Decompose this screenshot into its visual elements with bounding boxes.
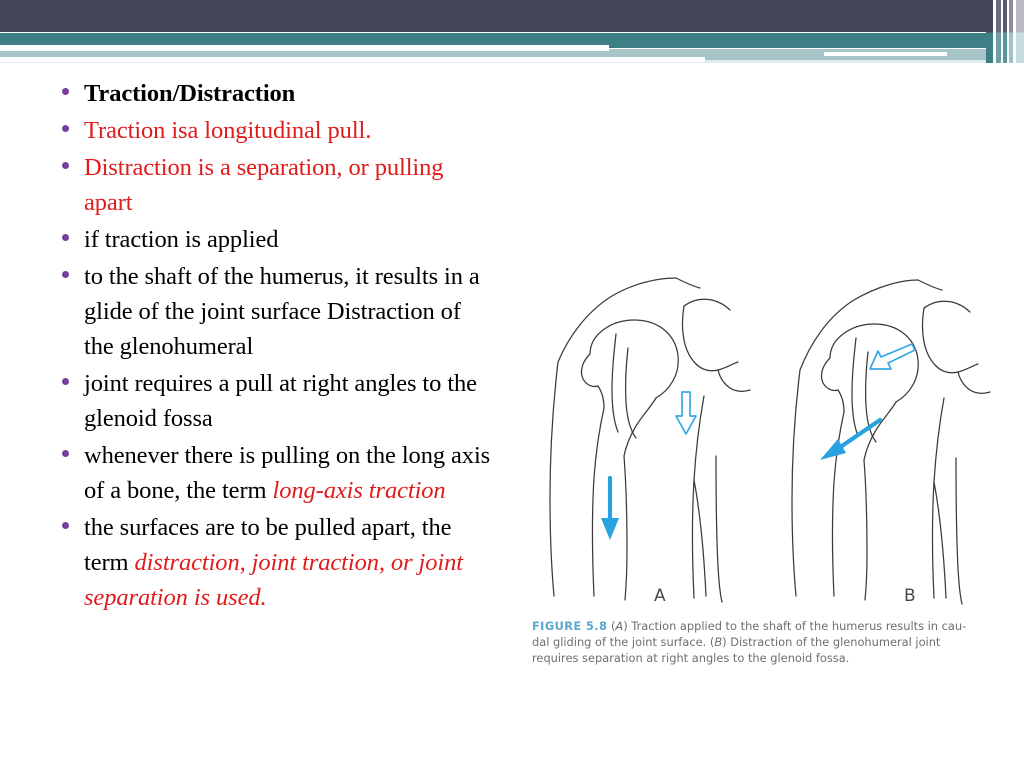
- panel-a-drawing: [550, 278, 750, 602]
- panel-a-label: A: [654, 586, 666, 606]
- bullet-text-distraction-definition: [84, 150, 492, 220]
- panel-b-outline-arrow: [870, 344, 915, 369]
- text-run: if traction is applied: [84, 226, 279, 253]
- banner-vertical-stripes: [986, 0, 1024, 63]
- bullet-text-shaft-of-humerus: [84, 259, 492, 364]
- text-run: the surfaces are to be pulled apart, the term: [84, 514, 452, 576]
- bullet-item-distraction-definition: [62, 150, 492, 220]
- banner-notch-right-accent: [824, 52, 947, 56]
- bullet-dot-icon: [62, 438, 84, 457]
- bullet-dot-icon: [62, 113, 84, 132]
- bullet-item-traction-definition: [62, 113, 492, 148]
- figure-caption-number: FIGURE 5.8: [532, 619, 608, 633]
- bullet-dot-icon: [62, 76, 84, 95]
- bullet-item-right-angles: [62, 366, 492, 436]
- panel-b-drawing: [792, 280, 990, 604]
- caption-segment: B: [714, 635, 723, 650]
- caption-segment: A: [615, 619, 624, 633]
- text-run: distraction, joint traction, or joint separation is used.: [84, 549, 463, 611]
- figure-caption: [532, 618, 972, 667]
- bullet-item-distraction-terms: [62, 510, 492, 615]
- bullet-item-heading: [62, 76, 492, 111]
- bullet-dot-icon: [62, 222, 84, 241]
- banner-band-dark: [0, 0, 1024, 32]
- bullet-dot-icon: [62, 150, 84, 169]
- bullet-text-right-angles: [84, 366, 492, 436]
- caption-segment: ) Distraction of the glenohumeral joint requires separation at right angles to the glenoid fossa.: [532, 635, 941, 666]
- banner-notch-baseline: [0, 63, 1024, 72]
- text-run: whenever there is pulling on the long axis of a bone, the term: [84, 442, 491, 504]
- decorative-header-banner: [0, 0, 1024, 72]
- bullet-text-if-traction-applied: [84, 222, 492, 257]
- banner-notch-upper-left: [0, 45, 609, 51]
- bullet-text-long-axis-traction: [84, 438, 492, 508]
- text-run: Traction isa longitudinal pull.: [84, 117, 372, 144]
- bullet-item-shaft-of-humerus: [62, 259, 492, 364]
- bullet-item-if-traction-applied: [62, 222, 492, 257]
- text-run: Distraction is a separation, or pulling apart: [84, 154, 444, 216]
- panel-a-solid-arrow: [601, 478, 619, 540]
- text-run: long-axis traction: [272, 477, 446, 504]
- caption-segment: ) Traction applied to the shaft of the humerus results in cau-dal gliding of the joint surface. (: [532, 619, 967, 650]
- bullet-item-long-axis-traction: [62, 438, 492, 508]
- bullet-dot-icon: [62, 366, 84, 385]
- bullet-text-traction-definition: [84, 113, 492, 148]
- slide-bullet-list: [62, 76, 492, 617]
- text-run: to the shaft of the humerus, it results in a glide of the joint surface Distraction of the glenohumeral: [84, 263, 480, 360]
- banner-stripe-1: [986, 0, 993, 63]
- figure-5-8: [524, 266, 994, 686]
- text-run: Traction/Distraction: [84, 80, 296, 107]
- caption-segment: (: [610, 619, 616, 633]
- bullet-dot-icon: [62, 510, 84, 529]
- panel-b-label: B: [904, 586, 916, 606]
- banner-notch-lower-left: [0, 57, 705, 62]
- bullet-text-heading: [84, 76, 492, 111]
- panel-a-outline-arrow: [676, 392, 696, 434]
- shoulder-traction-illustration: [524, 266, 994, 616]
- banner-stripe-9: [1016, 0, 1024, 63]
- bullet-text-distraction-terms: [84, 510, 492, 615]
- bullet-dot-icon: [62, 259, 84, 278]
- text-run: joint requires a pull at right angles to the glenoid fossa: [84, 370, 477, 432]
